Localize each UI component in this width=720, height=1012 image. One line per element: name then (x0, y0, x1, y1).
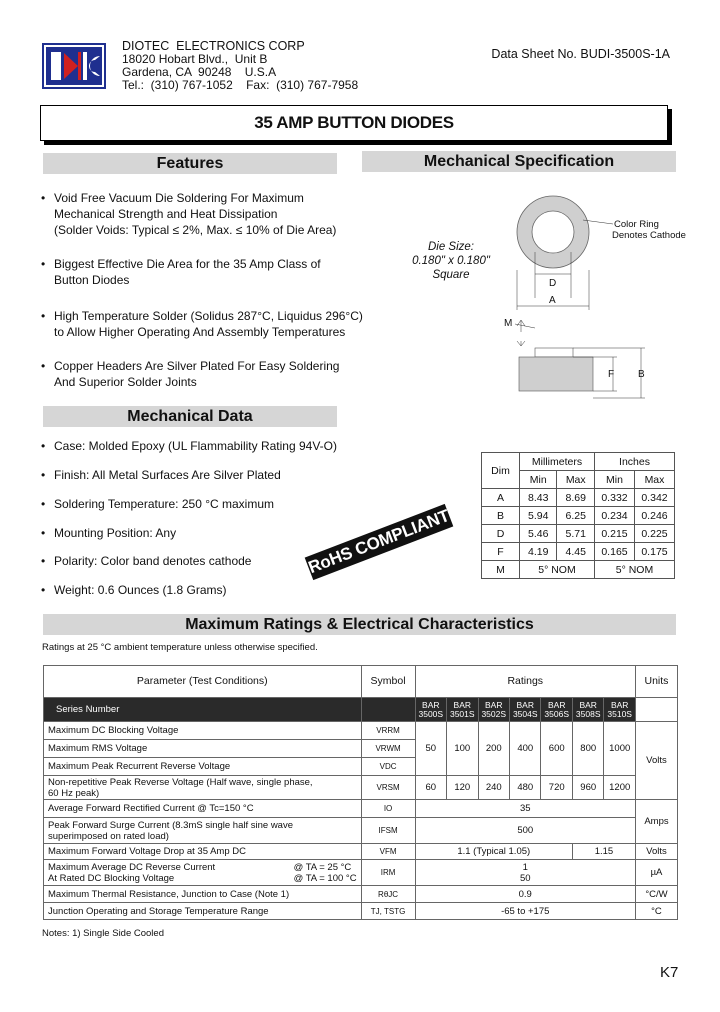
dim-label-f: F (608, 369, 615, 380)
mechanical-spec-heading: Mechanical Specification (362, 151, 676, 172)
table-row: D 5.46 5.71 0.215 0.225 (482, 525, 675, 543)
mech-data-item: • Mounting Position: Any (41, 526, 177, 540)
feature-item: • Biggest Effective Die Area for the 35 Amp Class of Button Diodes (41, 257, 321, 287)
company-address-1: 18020 Hobart Blvd., Unit B (122, 52, 268, 66)
mech-data-item: • Case: Molded Epoxy (UL Flammability Rating 94V-O) (41, 439, 337, 453)
inches-header: Inches (595, 453, 675, 471)
feature-item: • Void Free Vacuum Die Soldering For Maximum Mechanical Strength and Heat Dissipation (Solder Voids: Typical ≤ 2%, Max. ≤ 10% of Die Area) (41, 191, 337, 237)
notes: Notes: 1) Single Side Cooled (42, 928, 164, 939)
dim-label-b: B (638, 369, 645, 380)
mechanical-data-heading: Mechanical Data (43, 406, 337, 427)
company-address-2: Gardena, CA 90248 U.S.A (122, 65, 277, 79)
dim-label-a: A (549, 295, 556, 306)
company-phone: Tel.: (310) 767-1052 Fax: (310) 767-7958 (122, 78, 359, 92)
mech-data-item: • Polarity: Color band denotes cathode (41, 554, 252, 568)
page-title: 35 AMP BUTTON DIODES (40, 105, 668, 141)
datasheet-number: Data Sheet No. BUDI-3500S-1A (491, 47, 670, 61)
die-size-text: Die Size: 0.180" x 0.180" Square (412, 241, 490, 281)
page-code: K7 (660, 964, 679, 981)
feature-item: • High Temperature Solder (Solidus 287°C, Liquidus 296°C) to Allow Higher Operating And Assembly Temperatures (41, 309, 363, 339)
table-row: F 4.19 4.45 0.165 0.175 (482, 543, 675, 561)
series-number-label: Series Number (44, 698, 362, 722)
diotec-logo (42, 43, 106, 89)
company-name: DIOTEC ELECTRONICS CORP (122, 39, 305, 53)
mech-data-item: • Weight: 0.6 Ounces (1.8 Grams) (41, 583, 227, 597)
dim-label-d: D (549, 278, 557, 289)
dimensions-table: Dim Millimeters Inches Min Max Min Max A 8.43 8.69 0.332 0.342 B 5.94 6.25 0.234 0.246 D 5.46 5.71 0.215 0.225 F 4.19 4.45 0.165 0.175 M 5° NOM 5° NOM (481, 452, 675, 579)
color-ring-note: Color Ring Denotes Cathode (612, 219, 686, 241)
dim-label-m: M (504, 318, 513, 329)
company-info (122, 40, 358, 92)
dim-header: Dim (482, 453, 520, 489)
table-row: M 5° NOM 5° NOM (482, 561, 675, 579)
feature-item: • Copper Headers Are Silver Plated For Easy Soldering And Superior Solder Joints (41, 359, 340, 389)
table-row: B 5.94 6.25 0.234 0.246 (482, 507, 675, 525)
ratings-intro: Ratings at 25 °C ambient temperature unless otherwise specified. (42, 642, 318, 653)
mm-header: Millimeters (520, 453, 595, 471)
mech-data-item: • Finish: All Metal Surfaces Are Silver Plated (41, 468, 281, 482)
mech-data-item: • Soldering Temperature: 250 °C maximum (41, 497, 275, 511)
rohs-badge: RoHS COMPLIANT (305, 504, 454, 580)
table-row: A 8.43 8.69 0.332 0.342 (482, 489, 675, 507)
ratings-heading: Maximum Ratings & Electrical Characteristics (43, 614, 676, 635)
features-heading: Features (43, 153, 337, 174)
ratings-table: Parameter (Test Conditions) Symbol Ratings Units Series Number BAR 3500S BAR 3501S BAR 3502S BAR 3504S BAR 3506S BAR 3508S BAR 3510S Maximum DC Blocking Voltage VRRM 50 100 200 400 600 800 1000 Volts Maximum RMS Voltage VRWM Maximum Peak Recurrent Reverse Voltage VDC Non-repetitive Peak Reverse Voltage (Half wave, single phase, 60 Hz peak) VRSM 60 120 240 480 720 960 1200 Average Forward Rectified Current @ Tc=150 °C IO 35 Amps Peak Forward Surge Current (8.3mS single half sine wave superimposed on rated load) IFSM 500 Maximum Forward Voltage Drop at 35 Amp DC VFM 1.1 (Typical 1.05) 1.15 Volts Maximum Average DC Reverse Current At Rated DC Blocking Voltage @ TA = 25 °C @ TA = 100 °C IRM 1 50 µA Maximum Thermal Resistance, Junction to Case (Note 1) RθJC 0.9 °C/W Junction Operating and Storage Temperature Range TJ, TSTG -65 to +175 °C (43, 665, 678, 920)
